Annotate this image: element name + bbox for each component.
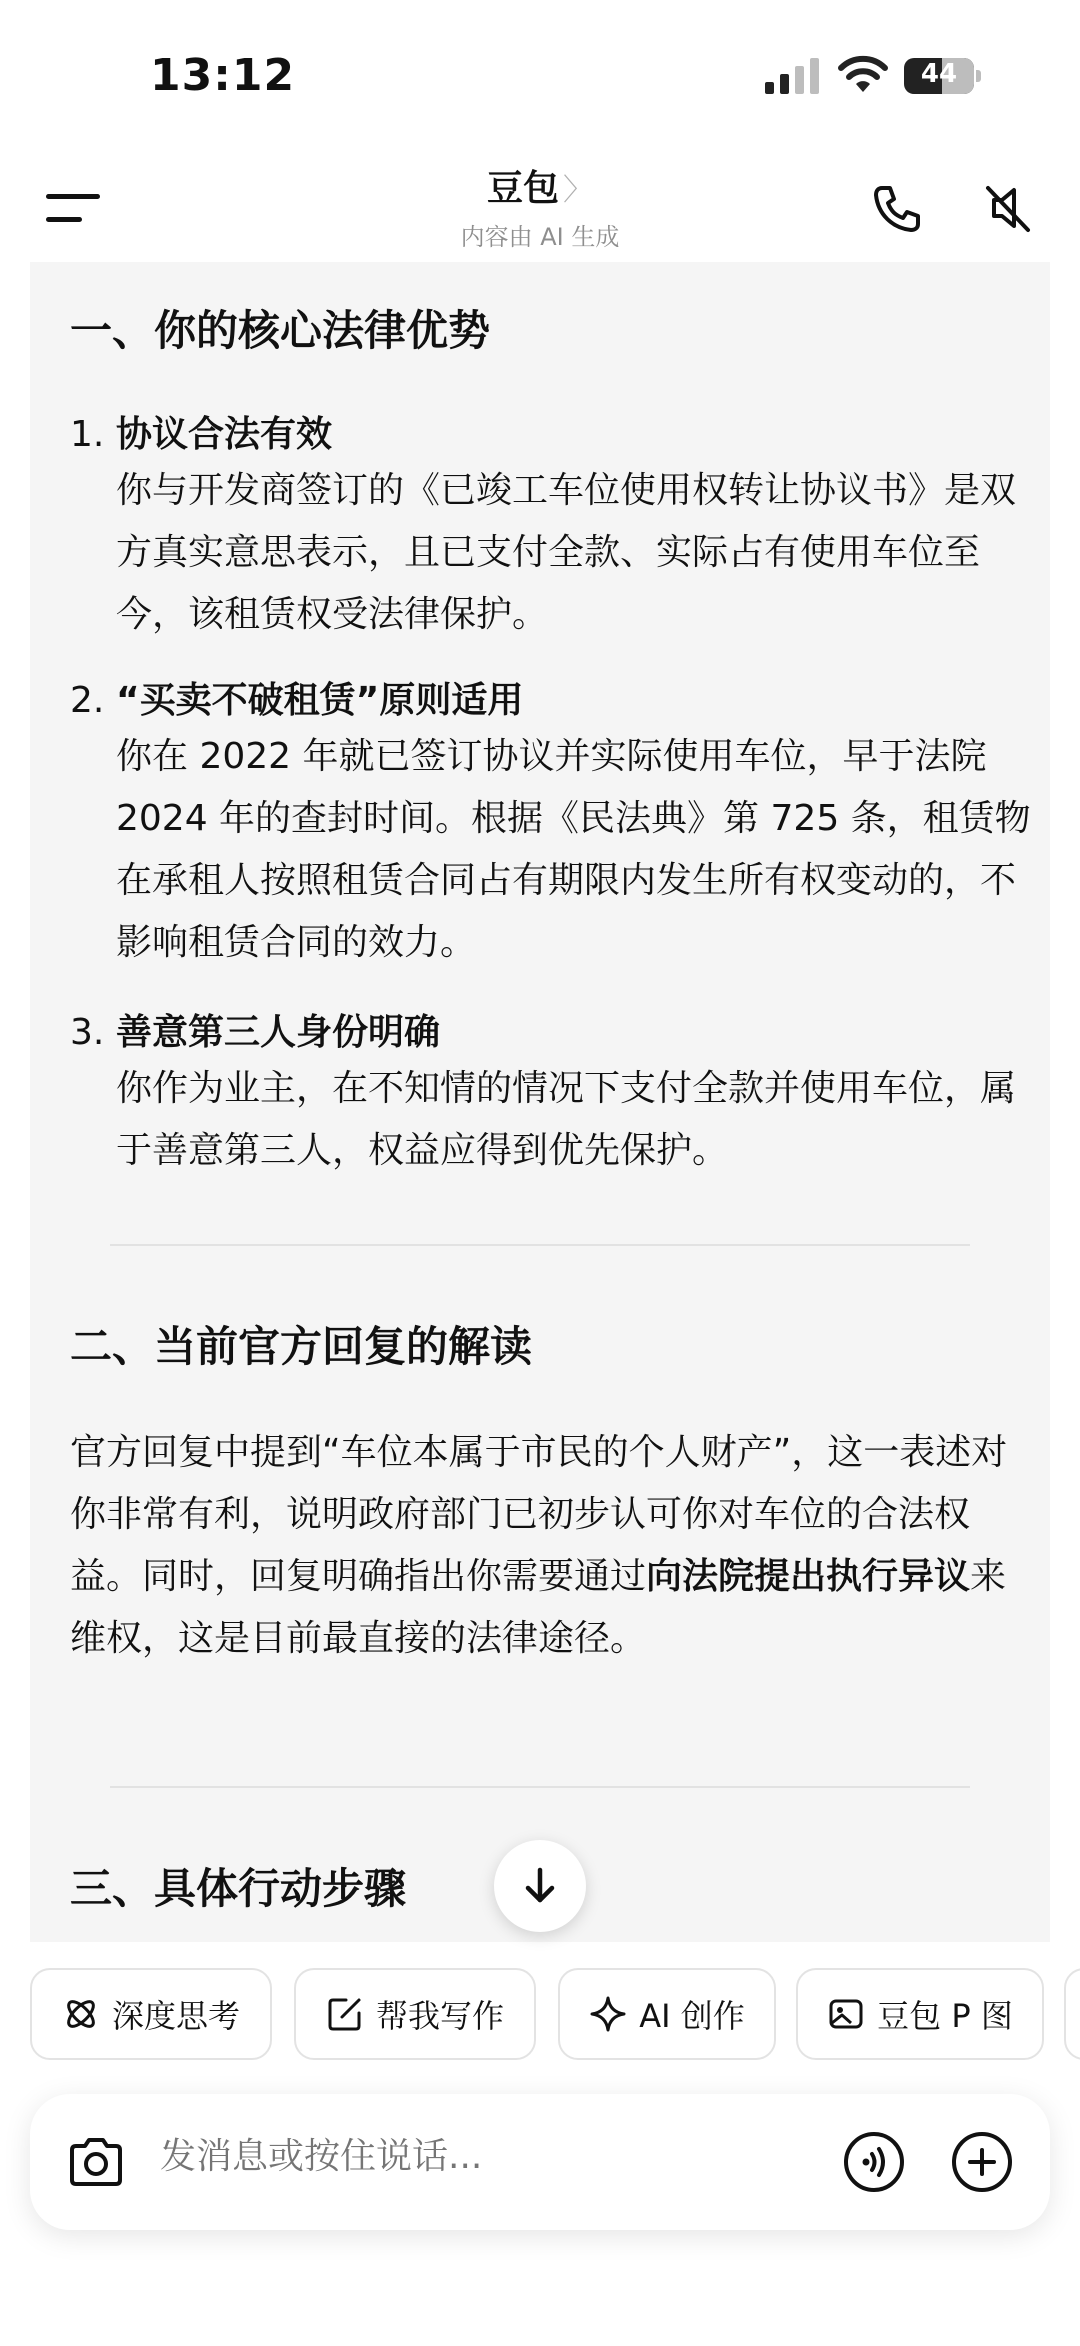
wifi-icon xyxy=(838,54,888,94)
more-chip[interactable] xyxy=(1064,1968,1080,2060)
list-item-title: 2. “买卖不破租赁”原则适用 xyxy=(70,680,524,721)
chevron-right-icon: 〉 xyxy=(563,173,593,208)
cellular-signal-icon xyxy=(765,58,821,94)
battery-level: 44 xyxy=(920,59,958,89)
section-divider xyxy=(110,1786,970,1788)
chat-title-group[interactable] xyxy=(340,160,740,252)
list-item-body: 你与开发商签订的《已竣工车位使用权转让协议书》是双方真实意思表示，且已支付全款、实际占有使用车位至今，该租赁权受法律保护。 xyxy=(116,470,1017,635)
status-time: 13:12 xyxy=(150,50,296,101)
camera-icon[interactable] xyxy=(66,2134,126,2190)
ai-generated-notice: 内容由 AI 生成 xyxy=(460,223,620,251)
list-item-title: 3. 善意第三人身份明确 xyxy=(70,1012,441,1053)
image-edit-icon xyxy=(827,1995,865,2033)
voice-wave-icon[interactable] xyxy=(842,2130,906,2194)
arrow-down-icon xyxy=(520,1866,560,1906)
paragraph: 官方回复中提到“车位本属于市民的个人财产”，这一表述对你非常有利，说明政府部门已初步认可你对车位的合法权益。同时，回复明确指出你需要通过向法院提出执行异议来维权，这是目前最直接的法律途径。 xyxy=(70,1432,1008,1659)
status-bar xyxy=(0,0,1080,150)
section-heading-3: 三、具体行动步骤 xyxy=(70,1864,407,1913)
sparkle-icon xyxy=(589,1995,627,2033)
edit-icon xyxy=(326,1995,364,2033)
quick-actions-bar xyxy=(0,1968,1080,2064)
p-image-chip[interactable]: 豆包 P 图 xyxy=(796,1968,1044,2060)
battery-indicator xyxy=(904,58,982,94)
message-input[interactable] xyxy=(160,2136,760,2177)
assistant-message xyxy=(30,262,1050,1942)
plus-circle-icon[interactable] xyxy=(950,2130,1014,2194)
section-heading-2: 二、当前官方回复的解读 xyxy=(70,1322,533,1371)
atom-icon xyxy=(62,1995,100,2033)
section-divider xyxy=(110,1244,970,1246)
list-item-title: 1. 协议合法有效 xyxy=(70,414,333,455)
list-item-body: 你在 2022 年就已签订协议并实际使用车位，早于法院 2024 年的查封时间。根据《民法典》第 725 条，租赁物在承租人按照租赁合同占有期限内发生所有权变动的，不影响租赁合同的效力。 xyxy=(116,736,1031,963)
help-write-chip[interactable]: 帮我写作 xyxy=(294,1968,536,2060)
section-heading-1: 一、你的核心法律优势 xyxy=(70,306,491,355)
menu-icon[interactable] xyxy=(46,190,100,226)
emphasis-text: 向法院提出执行异议 xyxy=(646,1556,971,1597)
ai-create-chip[interactable]: AI 创作 xyxy=(558,1968,776,2060)
phone-icon[interactable] xyxy=(870,182,924,236)
message-input-bar xyxy=(30,2094,1050,2230)
speaker-mute-icon[interactable] xyxy=(980,180,1036,236)
deep-think-chip[interactable]: 深度思考 xyxy=(30,1968,272,2060)
chat-header xyxy=(0,150,1080,260)
scroll-to-bottom-button[interactable] xyxy=(494,1840,586,1932)
list-item-body: 你作为业主，在不知情的情况下支付全款并使用车位，属于善意第三人，权益应得到优先保护。 xyxy=(116,1068,1017,1171)
app-title[interactable]: 豆包 xyxy=(486,168,559,209)
